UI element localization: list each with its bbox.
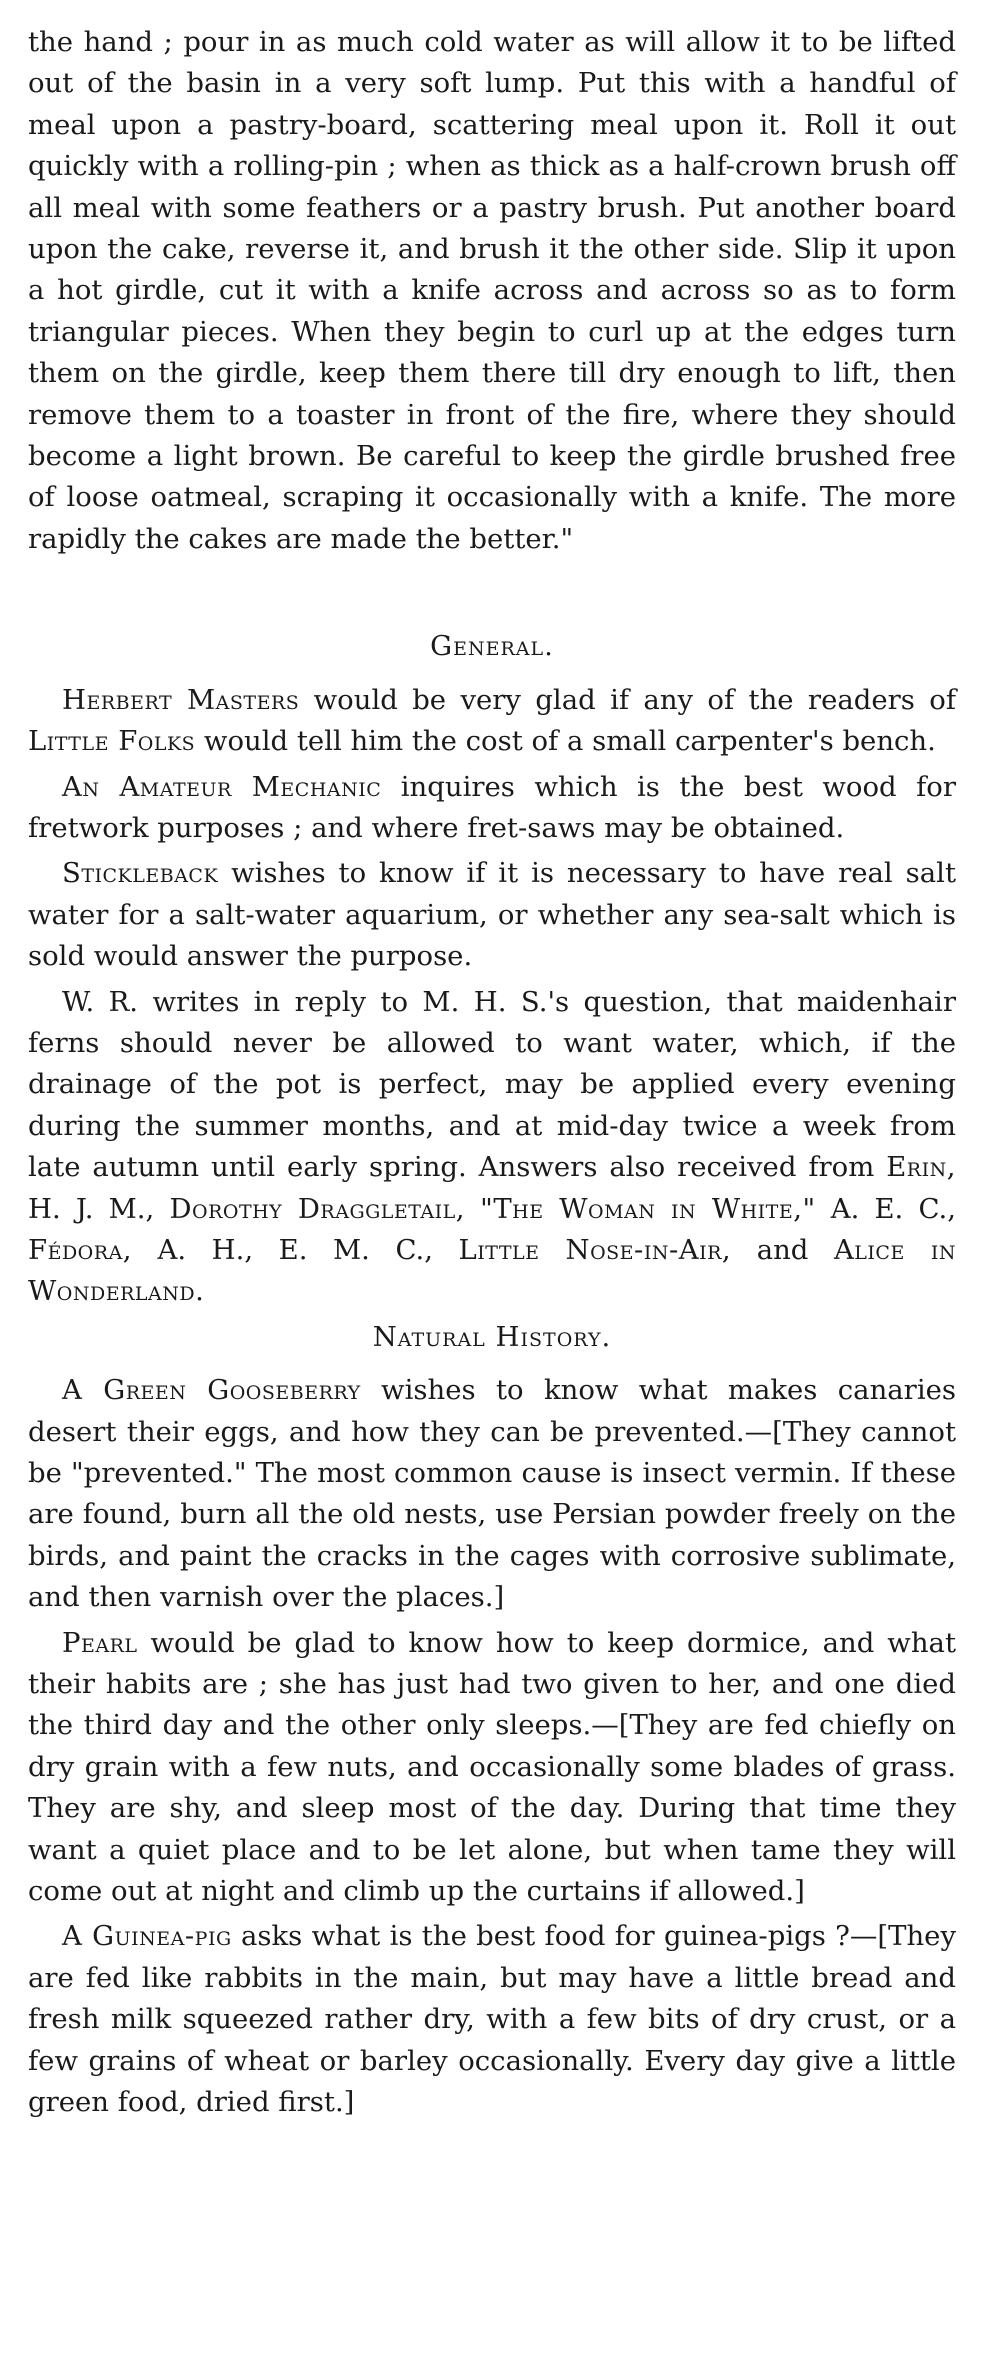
reply-text: A. H., E. M. C., [132,1233,459,1266]
query-text: would tell him the cost of a small carpenter's bench. [195,725,936,758]
query-green-gooseberry [28,1370,956,1618]
query-text: inquires which is the best wood for fretwork purposes ; and where fret-saws may be obtained. [28,770,956,844]
correspondent-name: Stickleback [62,857,219,890]
reply-maidenhair-ferns [28,982,956,1313]
correspondent-name: Erin, [886,1151,956,1184]
correspondent-name: "The Woman in White," [480,1192,816,1225]
query-text: asks what is the best food for guinea-pigs ?—[They are fed like rabbits in the main, but may have a little bread and fresh milk squeezed rather dry, with a few bits of dry crust, or a few grains of wheat or barley occasionally. Every day give a little green food, dried first.] [28,1920,956,2119]
query-text: wishes to know what makes canaries desert their eggs, and how they can be prevented.—[They cannot be "prevented." The most common cause is insect vermin. If these are found, burn all the old nests, use Persian powder freely on the birds, and paint the cracks in the cages with corrosive sublimate, and then varnish over the places.] [28,1374,957,1614]
correspondent-name: An Amateur Mechanic [62,770,382,803]
query-pearl [28,1623,956,1913]
reply-text [465,1193,480,1225]
heading-spacer [28,1358,956,1370]
correspondent-name: Alice in Wonderland. [28,1233,956,1308]
reply-text: A. E. C., [815,1192,956,1225]
section-heading-general: General. [430,630,554,663]
page [28,22,956,2124]
query-text: wishes to know if it is necessary to have real salt water for a salt-water aquarium, or whether any sea-salt which is sold would answer the purpose. [28,857,956,973]
query-stickleback [28,853,956,977]
query-guinea-pig [28,1916,956,2123]
correspondent-name: A Guinea-pig [62,1920,232,1953]
correspondent-name: Pearl [62,1626,138,1659]
reply-text: H. J. M., [28,1192,170,1225]
recipe-continuation-paragraph: the hand ; pour in as much cold water as will allow it to be lifted out of the basin in a very soft lump. Put this with a handful of meal upon a pastry-board, scattering meal upon it. Roll it out quickly with a rolling-pin ; when as thick as a half-crown brush off all meal with some feathers or a pastry brush. Put another board upon the cake, reverse it, and brush it the other side. Slip it upon a hot girdle, cut it with a knife across and across so as to form triangular pieces. When they begin to curl up at the edges turn them on the girdle, keep them there till dry enough to lift, then remove them to a toaster in front of the fire, where they should become a light brown. Be careful to keep the girdle brushed free of loose oatmeal, scraping it occasionally with a knife. The more rapidly the cakes are made the better." [28,26,956,555]
reply-text: and [731,1233,834,1266]
magazine-title: Little Folks [28,725,196,758]
query-herbert-masters [28,680,956,763]
correspondent-name: Herbert Masters [62,683,300,716]
correspondent-name: Dorothy Draggletail, [169,1192,466,1225]
heading-spacer [28,668,956,680]
correspondent-name: Fédora, [28,1233,133,1266]
query-text: would be glad to know how to keep dormice, and what their habits are ; she has just had two given to her, and one died the third day and the other only sleeps.—[They are fed chiefly on dry grain with a few nuts, and occasionally some blades of grass. They are shy, and sleep most of the day. During that time they want a quiet place and to be let alone, but when tame they will come out at night and climb up the curtains if allowed.] [28,1626,956,1908]
correspondent-name: A Green Gooseberry [62,1374,361,1407]
reply-text: W. R. writes in reply to M. H. S.'s question, that maidenhair ferns should never be allowed to want water, which, if the drainage of the pot is perfect, may be applied every evening during the summer months, and at mid-day twice a week from late autumn until early spring. Answers also received from [28,985,956,1184]
correspondent-name: Little Nose-in-Air, [458,1233,732,1266]
section-spacer [28,560,956,626]
query-text: would be very glad if any of the readers of [299,683,956,716]
query-amateur-mechanic [28,767,956,850]
section-heading-natural-history: Natural History. [372,1320,612,1353]
